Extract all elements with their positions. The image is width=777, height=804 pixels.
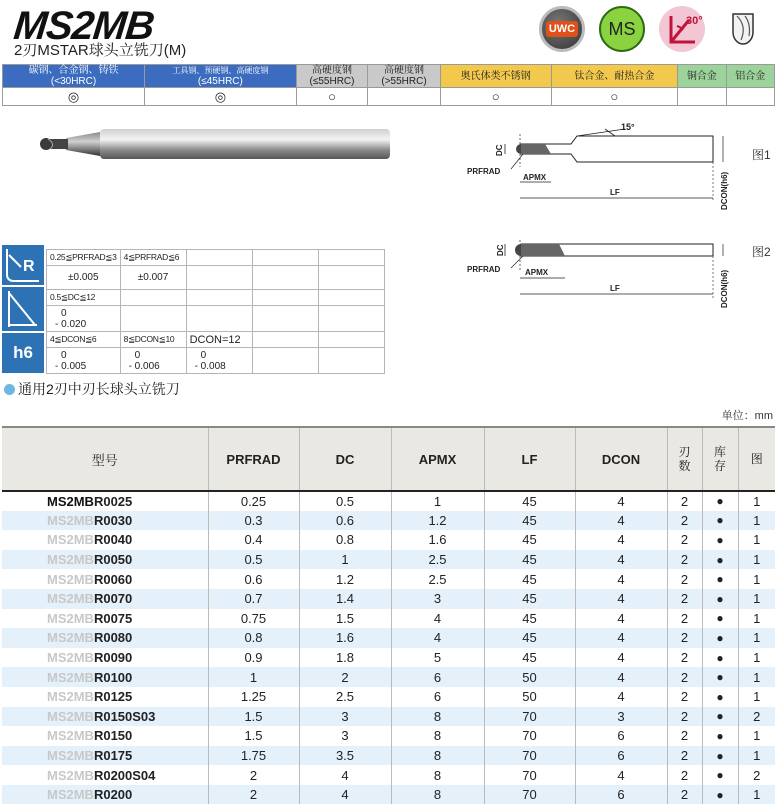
model-suffix: R0040	[93, 532, 133, 548]
product-table	[2, 426, 775, 804]
cell-apmx: 5	[391, 648, 484, 668]
table-row	[2, 569, 775, 589]
model-suffix: R0175	[93, 748, 133, 764]
stock-dot-icon: ●	[702, 707, 738, 727]
dc-label: DC	[496, 244, 505, 256]
cell-flutes: 2	[667, 687, 702, 707]
cell-lf: 70	[484, 746, 575, 766]
cell-figure: 1	[738, 609, 775, 629]
cell-prfrad: 0.5	[208, 550, 299, 570]
model-prefix: MS2MB	[47, 708, 94, 724]
cell-dc: 0.5	[299, 491, 391, 511]
cell-apmx: 1	[391, 491, 484, 511]
tol-header: 0.25≦PRFRAD≦3	[47, 250, 121, 266]
stock-dot-icon: ●	[702, 491, 738, 511]
cell-flutes: 2	[667, 569, 702, 589]
material-copper: 铜合金	[678, 65, 726, 88]
model-suffix: R0200S04	[93, 767, 156, 783]
model-suffix: R0050	[93, 552, 133, 568]
tol-empty	[186, 250, 252, 266]
stock-dot-icon: ●	[702, 746, 738, 766]
model-prefix: MS2MB	[47, 552, 94, 568]
stock-dot-icon: ●	[702, 726, 738, 746]
cell-prfrad: 2	[208, 785, 299, 804]
tolerance-row	[47, 290, 385, 306]
model-code	[2, 550, 208, 570]
figure-1-label: 图1	[752, 148, 771, 162]
cell-lf: 45	[484, 648, 575, 668]
cell-flutes: 2	[667, 530, 702, 550]
table-row	[2, 648, 775, 668]
cell-figure: 1	[738, 726, 775, 746]
rating-symbol: ○	[296, 88, 368, 106]
svg-text:30°: 30°	[686, 15, 703, 27]
cell-lf: 50	[484, 667, 575, 687]
model-suffix: R0060	[93, 571, 133, 587]
col-lf: LF	[484, 427, 575, 491]
cell-flutes: 2	[667, 491, 702, 511]
tol-empty	[318, 250, 384, 266]
tol-empty	[120, 306, 186, 332]
table-row	[2, 530, 775, 550]
tol-empty	[318, 332, 384, 348]
model-code	[2, 707, 208, 727]
tolerance-row	[47, 332, 385, 348]
ms-coating-badge-icon: MS	[599, 6, 645, 52]
model-code	[2, 628, 208, 648]
cell-dcon: 4	[575, 511, 667, 531]
cell-figure: 1	[738, 569, 775, 589]
cell-lf: 70	[484, 707, 575, 727]
table-header-row	[2, 427, 775, 491]
model-code	[2, 726, 208, 746]
table-row	[2, 726, 775, 746]
model-suffix: R0150S03	[93, 708, 156, 724]
cell-dc: 0.8	[299, 530, 391, 550]
cell-figure: 1	[738, 667, 775, 687]
cell-lf: 45	[484, 628, 575, 648]
tol-empty	[252, 332, 318, 348]
cell-dc: 4	[299, 785, 391, 804]
cell-flutes: 2	[667, 511, 702, 531]
cell-apmx: 4	[391, 609, 484, 629]
cell-flutes: 2	[667, 746, 702, 766]
radius-tolerance-icon	[2, 245, 44, 287]
tolerance-icons	[2, 245, 44, 375]
tol-empty	[318, 290, 384, 306]
tol-empty	[252, 266, 318, 290]
cell-prfrad: 0.4	[208, 530, 299, 550]
cell-apmx: 6	[391, 667, 484, 687]
dimension-figure-2	[465, 232, 735, 317]
model-prefix: MS2MB	[47, 591, 94, 607]
cell-lf: 50	[484, 687, 575, 707]
cell-apmx: 1.2	[391, 511, 484, 531]
cell-prfrad: 0.8	[208, 628, 299, 648]
prfrad-label: PRFRAD	[467, 265, 501, 274]
tol-header: 8≦DCON≦10	[120, 332, 186, 348]
figure-2-label: 图2	[752, 245, 771, 259]
stock-dot-icon: ●	[702, 569, 738, 589]
col-prfrad: PRFRAD	[208, 427, 299, 491]
model-code	[2, 569, 208, 589]
lf-label: LF	[610, 284, 620, 293]
cell-dc: 1.8	[299, 648, 391, 668]
tol-empty	[252, 250, 318, 266]
rating-symbol	[726, 88, 774, 106]
material-carbon-steel: 碳钢、合金钢、铸铁 (<30HRC)	[3, 65, 145, 88]
col-dcon: DCON	[575, 427, 667, 491]
cell-lf: 70	[484, 785, 575, 804]
rating-symbol: ○	[551, 88, 678, 106]
model-prefix: MS2MB	[47, 512, 94, 528]
model-prefix: MS2MB	[47, 650, 94, 666]
cell-prfrad: 1.25	[208, 687, 299, 707]
material-hardened-55: 高硬度钢 (≤55HRC)	[296, 65, 368, 88]
table-row	[2, 609, 775, 629]
model-code	[2, 530, 208, 550]
dcon-label: DCON(h6)	[720, 171, 729, 210]
model-prefix: MS2MB	[47, 787, 94, 803]
cell-apmx: 3	[391, 589, 484, 609]
cell-dcon: 6	[575, 726, 667, 746]
tol-value: 0 - 0.020	[47, 306, 121, 332]
unit-label: 单位：mm	[721, 410, 773, 422]
cell-dc: 1.4	[299, 589, 391, 609]
model-suffix: R0030	[93, 512, 133, 528]
stock-dot-icon: ●	[702, 765, 738, 785]
cell-flutes: 2	[667, 785, 702, 804]
tolerance-row	[47, 266, 385, 290]
end-mill-photo	[30, 120, 395, 175]
cell-figure: 1	[738, 530, 775, 550]
dc-label: DC	[495, 144, 504, 156]
tolerance-row	[47, 306, 385, 332]
cell-dcon: 4	[575, 609, 667, 629]
table-row	[2, 550, 775, 570]
tol-empty	[252, 348, 318, 374]
model-suffix: R0150	[93, 728, 133, 744]
apmx-label: APMX	[523, 173, 547, 182]
ball-end-shape-icon	[719, 6, 765, 52]
stock-dot-icon: ●	[702, 511, 738, 531]
shank-h6-icon: h6	[2, 333, 44, 375]
tol-header: 4≦PRFRAD≦6	[120, 250, 186, 266]
tol-header: 4≦DCON≦6	[47, 332, 121, 348]
cell-apmx: 4	[391, 628, 484, 648]
cell-dcon: 4	[575, 648, 667, 668]
rating-symbol	[678, 88, 726, 106]
cell-dc: 1.6	[299, 628, 391, 648]
cell-prfrad: 0.3	[208, 511, 299, 531]
tol-empty	[120, 290, 186, 306]
material-stainless: 奥氏体类不锈钢	[440, 65, 551, 88]
table-row	[2, 628, 775, 648]
cell-dcon: 4	[575, 687, 667, 707]
cell-lf: 70	[484, 765, 575, 785]
model-prefix: MS2MB	[47, 493, 94, 509]
model-code	[2, 609, 208, 629]
cell-figure: 1	[738, 687, 775, 707]
tol-empty	[252, 306, 318, 332]
stock-dot-icon: ●	[702, 687, 738, 707]
model-suffix: R0090	[93, 650, 133, 666]
model-prefix: MS2MB	[47, 767, 94, 783]
cell-apmx: 6	[391, 687, 484, 707]
tol-empty	[252, 290, 318, 306]
cell-dcon: 4	[575, 550, 667, 570]
cell-prfrad: 0.9	[208, 648, 299, 668]
col-flutes: 刃数	[667, 427, 702, 491]
cell-prfrad: 1.5	[208, 726, 299, 746]
cell-figure: 2	[738, 707, 775, 727]
table-row	[2, 687, 775, 707]
cell-flutes: 2	[667, 648, 702, 668]
cell-prfrad: 0.75	[208, 609, 299, 629]
model-suffix: R0125	[93, 689, 133, 705]
col-figure: 图	[738, 427, 775, 491]
cell-dcon: 4	[575, 765, 667, 785]
cell-apmx: 1.6	[391, 530, 484, 550]
tol-empty	[318, 266, 384, 290]
helix-angle-badge-icon	[659, 6, 705, 52]
cell-dc: 0.6	[299, 511, 391, 531]
model-suffix: R0080	[93, 630, 133, 646]
cell-flutes: 2	[667, 550, 702, 570]
model-prefix: MS2MB	[47, 669, 94, 685]
cell-figure: 1	[738, 628, 775, 648]
model-prefix: MS2MB	[47, 571, 94, 587]
page-subtitle: 2刃MSTAR球头立铣刀(M)	[14, 42, 187, 59]
model-code	[2, 511, 208, 531]
model-prefix: MS2MB	[47, 630, 94, 646]
cell-apmx: 2.5	[391, 569, 484, 589]
model-code	[2, 589, 208, 609]
tolerance-row	[47, 348, 385, 374]
material-hardened-over-55: 高硬度钢 (>55HRC)	[368, 65, 440, 88]
cell-dcon: 6	[575, 746, 667, 766]
stock-dot-icon: ●	[702, 609, 738, 629]
col-stock: 库存	[702, 427, 738, 491]
page-title: MS2MB	[11, 4, 156, 48]
model-suffix: R0100	[93, 669, 133, 685]
tol-value: ±0.007	[120, 266, 186, 290]
material-aluminum: 铝合金	[726, 65, 774, 88]
usage-note-text: 通用2刃中刃长球头立铣刀	[18, 381, 180, 397]
prfrad-label: PRFRAD	[467, 167, 501, 176]
cell-apmx: 8	[391, 707, 484, 727]
table-row	[2, 491, 775, 511]
uwc-badge-icon: UWC	[539, 6, 585, 52]
model-code	[2, 687, 208, 707]
tol-header: 0.5≦DC≦12	[47, 290, 121, 306]
cell-figure: 1	[738, 491, 775, 511]
feature-badges	[539, 6, 765, 52]
cell-figure: 1	[738, 589, 775, 609]
dimension-figure-1	[465, 122, 735, 219]
cell-dcon: 4	[575, 667, 667, 687]
dcon-label: DCON(h6)	[720, 269, 729, 308]
tol-empty	[318, 348, 384, 374]
cell-flutes: 2	[667, 609, 702, 629]
cell-figure: 1	[738, 511, 775, 531]
material-titanium: 钛合金、耐热合金	[551, 65, 678, 88]
col-model: 型号	[2, 427, 208, 491]
table-row	[2, 746, 775, 766]
cell-apmx: 8	[391, 726, 484, 746]
material-tool-steel: 工具钢、预硬钢、高硬度钢 (≤45HRC)	[145, 65, 297, 88]
col-dc: DC	[299, 427, 391, 491]
cell-figure: 1	[738, 648, 775, 668]
cell-flutes: 2	[667, 628, 702, 648]
tol-header: DCON=12	[186, 332, 252, 348]
table-row	[2, 589, 775, 609]
table-row	[2, 765, 775, 785]
cell-prfrad: 1.5	[208, 707, 299, 727]
cell-prfrad: 0.25	[208, 491, 299, 511]
cell-lf: 45	[484, 569, 575, 589]
angle-label: 15°	[621, 122, 635, 132]
stock-dot-icon: ●	[702, 530, 738, 550]
model-prefix: MS2MB	[47, 728, 94, 744]
tol-empty	[186, 306, 252, 332]
table-row	[2, 785, 775, 804]
model-prefix: MS2MB	[47, 689, 94, 705]
material-header-row	[3, 65, 775, 88]
cell-dc: 1.5	[299, 609, 391, 629]
cell-dcon: 4	[575, 628, 667, 648]
tol-empty	[318, 306, 384, 332]
cell-lf: 45	[484, 530, 575, 550]
cell-apmx: 8	[391, 746, 484, 766]
stock-dot-icon: ●	[702, 648, 738, 668]
cell-dc: 1.2	[299, 569, 391, 589]
cell-prfrad: 0.6	[208, 569, 299, 589]
cell-flutes: 2	[667, 589, 702, 609]
usage-note	[4, 379, 180, 399]
stock-dot-icon: ●	[702, 667, 738, 687]
bullet-dot-icon	[4, 384, 15, 395]
table-row	[2, 667, 775, 687]
cell-dcon: 4	[575, 589, 667, 609]
lf-label: LF	[610, 188, 620, 197]
cell-figure: 1	[738, 785, 775, 804]
cell-dc: 3	[299, 726, 391, 746]
model-code	[2, 667, 208, 687]
model-code	[2, 765, 208, 785]
model-suffix: R0200	[93, 787, 133, 803]
cell-lf: 45	[484, 491, 575, 511]
tolerance-row	[47, 250, 385, 266]
diameter-tolerance-icon	[2, 287, 44, 333]
rating-symbol: ○	[440, 88, 551, 106]
tol-empty	[186, 290, 252, 306]
svg-text:R: R	[23, 258, 35, 275]
tol-value: 0 - 0.006	[120, 348, 186, 374]
cell-flutes: 2	[667, 726, 702, 746]
cell-figure: 1	[738, 550, 775, 570]
tol-value: ±0.005	[47, 266, 121, 290]
cell-dc: 2	[299, 667, 391, 687]
cell-lf: 45	[484, 609, 575, 629]
stock-dot-icon: ●	[702, 628, 738, 648]
model-prefix: MS2MB	[47, 748, 94, 764]
model-suffix: R0025	[93, 493, 133, 509]
cell-dc: 3	[299, 707, 391, 727]
cell-dcon: 4	[575, 569, 667, 589]
tol-empty	[186, 266, 252, 290]
tol-value: 0 - 0.008	[186, 348, 252, 374]
cell-prfrad: 1.75	[208, 746, 299, 766]
cell-dcon: 4	[575, 491, 667, 511]
model-prefix: MS2MB	[47, 610, 94, 626]
cell-dc: 3.5	[299, 746, 391, 766]
cell-lf: 45	[484, 589, 575, 609]
model-suffix: R0070	[93, 591, 133, 607]
model-code	[2, 491, 208, 511]
model-code	[2, 648, 208, 668]
col-apmx: APMX	[391, 427, 484, 491]
rating-symbol: ◎	[145, 88, 297, 106]
cell-dcon: 4	[575, 530, 667, 550]
cell-flutes: 2	[667, 667, 702, 687]
cell-prfrad: 0.7	[208, 589, 299, 609]
cell-lf: 45	[484, 550, 575, 570]
stock-dot-icon: ●	[702, 589, 738, 609]
material-rating-row	[3, 88, 775, 106]
cell-figure: 1	[738, 746, 775, 766]
cell-lf: 70	[484, 726, 575, 746]
model-code	[2, 785, 208, 804]
rating-symbol: ◎	[3, 88, 145, 106]
cell-flutes: 2	[667, 707, 702, 727]
cell-apmx: 8	[391, 765, 484, 785]
cell-dc: 2.5	[299, 687, 391, 707]
rating-symbol	[368, 88, 440, 106]
table-row	[2, 511, 775, 531]
cell-prfrad: 1	[208, 667, 299, 687]
cell-dcon: 3	[575, 707, 667, 727]
apmx-label: APMX	[525, 268, 549, 277]
cell-apmx: 8	[391, 785, 484, 804]
model-suffix: R0075	[93, 610, 133, 626]
stock-dot-icon: ●	[702, 550, 738, 570]
material-suitability-table	[2, 64, 775, 106]
cell-flutes: 2	[667, 765, 702, 785]
cell-lf: 45	[484, 511, 575, 531]
cell-figure: 2	[738, 765, 775, 785]
cell-apmx: 2.5	[391, 550, 484, 570]
model-code	[2, 746, 208, 766]
cell-dc: 1	[299, 550, 391, 570]
cell-prfrad: 2	[208, 765, 299, 785]
tol-value: 0 - 0.005	[47, 348, 121, 374]
cell-dcon: 6	[575, 785, 667, 804]
model-prefix: MS2MB	[47, 532, 94, 548]
tolerance-table	[46, 249, 385, 374]
stock-dot-icon: ●	[702, 785, 738, 804]
cell-dc: 4	[299, 765, 391, 785]
table-row	[2, 707, 775, 727]
